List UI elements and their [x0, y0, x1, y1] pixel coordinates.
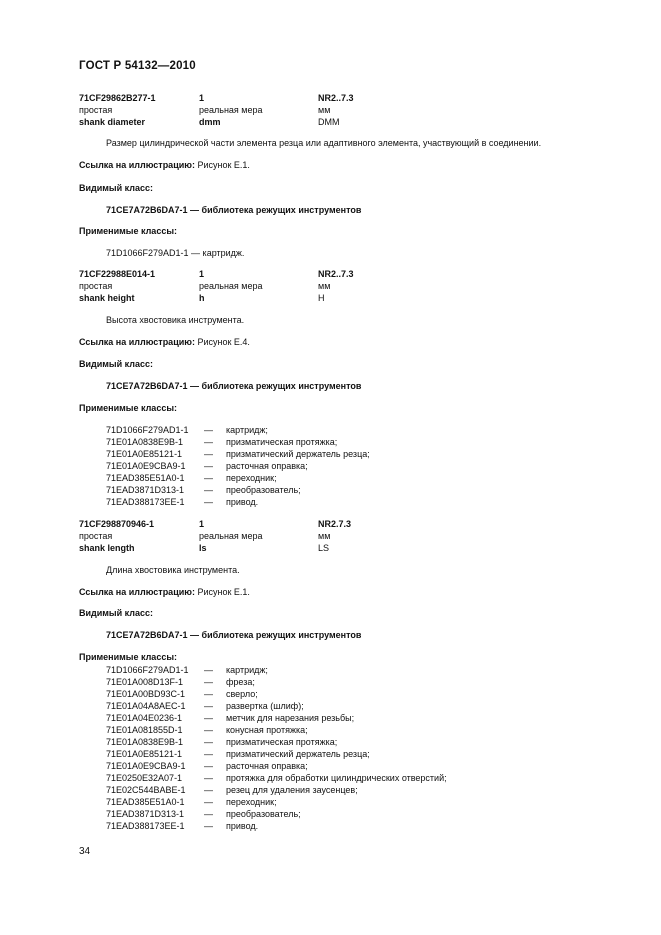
applicable-class-item [106, 749, 370, 760]
applicable-classes-label: Применимые классы: [79, 652, 178, 662]
class-code: 71E01A008D13F-1 [106, 677, 184, 687]
applicable-class-item [106, 797, 277, 808]
property-symbol: h [199, 293, 205, 303]
class-code: 71E01A00BD93C-1 [106, 689, 186, 699]
property-name: shank height [79, 293, 135, 303]
applicable-class-item: 71D1066F279AD1-1 — картридж. [106, 248, 245, 258]
property-short: DMM [318, 117, 340, 127]
visible-class-value: 71CE7A72B6DA7-1 — библиотека режущих инструментов [106, 381, 362, 391]
class-code: 71E01A04A8AEC-1 [106, 701, 186, 711]
class-dash: — [204, 701, 213, 711]
applicable-class-item [106, 461, 308, 472]
property-definition: Размер цилиндрической части элемента резца или адаптивного элемента, участвующий в соединении. [106, 138, 542, 148]
applicable-class-item [106, 497, 258, 508]
class-description: картридж; [226, 665, 268, 675]
class-dash: — [204, 425, 213, 435]
class-code: 71EAD3871D313-1 [106, 485, 185, 495]
class-description: расточная оправка; [226, 461, 308, 471]
property-type: простая [79, 531, 113, 541]
class-code: 71E01A0E85121-1 [106, 749, 183, 759]
applicable-class-item [106, 665, 268, 676]
class-code: 71E02C544BABE-1 [106, 785, 186, 795]
property-unit: мм [318, 281, 331, 291]
class-description: конусная протяжка; [226, 725, 308, 735]
applicable-class-item [106, 485, 301, 496]
applicable-class-item [106, 449, 370, 460]
property-reference: NR2..7.3 [318, 93, 354, 103]
class-dash: — [204, 713, 213, 723]
class-description: картридж; [226, 425, 268, 435]
class-code: 71E01A0E9CBA9-1 [106, 461, 186, 471]
applicable-class-item [106, 677, 255, 688]
class-code: 71D1066F279AD1-1 [106, 665, 189, 675]
class-dash: — [204, 773, 213, 783]
applicable-classes-label: Применимые классы: [79, 403, 178, 413]
class-dash: — [204, 677, 213, 687]
class-dash: — [204, 437, 213, 447]
property-unit: мм [318, 105, 331, 115]
applicable-class-item [106, 809, 301, 820]
class-description: резец для удаления заусенцев; [226, 785, 358, 795]
class-dash: — [204, 761, 213, 771]
property-version: 1 [199, 93, 205, 103]
applicable-class-item [106, 425, 268, 436]
property-short: LS [318, 543, 330, 553]
class-code: 71EAD388173EE-1 [106, 821, 185, 831]
class-dash: — [204, 797, 213, 807]
class-code: 71D1066F279AD1-1 [106, 425, 189, 435]
class-description: призматическая протяжка; [226, 737, 338, 747]
class-description: метчик для нарезания резьбы; [226, 713, 355, 723]
property-version: 1 [199, 519, 205, 529]
property-unit: мм [318, 531, 331, 541]
visible-class-label: Видимый класс: [79, 183, 153, 193]
class-dash: — [204, 473, 213, 483]
applicable-class-item [106, 821, 258, 832]
class-code: 71E0250E32A07-1 [106, 773, 183, 783]
class-description: расточная оправка; [226, 761, 308, 771]
visible-class-value: 71CE7A72B6DA7-1 — библиотека режущих инструментов [106, 205, 362, 215]
applicable-class-item [106, 785, 358, 796]
applicable-class-item [106, 689, 258, 700]
class-code: 71E01A0838E9B-1 [106, 737, 184, 747]
class-code: 71EAD388173EE-1 [106, 497, 185, 507]
class-code: 71E01A081855D-1 [106, 725, 183, 735]
class-description: протяжка для обработки цилиндрических отверстий; [226, 773, 447, 783]
standard-header: ГОСТ Р 54132—2010 [79, 60, 196, 72]
property-kind: реальная мера [199, 281, 263, 291]
class-code: 71E01A0E85121-1 [106, 449, 183, 459]
class-description: призматический держатель резца; [226, 449, 370, 459]
class-dash: — [204, 461, 213, 471]
class-dash: — [204, 665, 213, 675]
property-type: простая [79, 105, 113, 115]
applicable-class-item [106, 725, 308, 736]
applicable-class-item [106, 713, 354, 724]
applicable-class-item [106, 761, 308, 772]
visible-class-label: Видимый класс: [79, 359, 153, 369]
property-id: 71CF22988E014-1 [79, 269, 156, 279]
class-dash: — [204, 689, 213, 699]
class-description: призматический держатель резца; [226, 749, 370, 759]
class-dash: — [204, 485, 213, 495]
property-name: shank length [79, 543, 135, 553]
class-code: 71EAD385E51A0-1 [106, 797, 185, 807]
class-dash: — [204, 785, 213, 795]
property-id: 71CF298870946-1 [79, 519, 155, 529]
visible-class-label: Видимый класс: [79, 608, 153, 618]
property-reference: NR2..7.3 [318, 269, 354, 279]
property-name: shank diameter [79, 117, 146, 127]
class-dash: — [204, 749, 213, 759]
illustration-reference: Ссылка на иллюстрацию: Рисунок Е.1. [79, 587, 250, 597]
class-description: фреза; [226, 677, 255, 687]
class-code: 71E01A04E0236-1 [106, 713, 183, 723]
class-dash: — [204, 821, 213, 831]
class-description: привод. [226, 821, 259, 831]
applicable-class-item [106, 473, 277, 484]
class-code: 71E01A0838E9B-1 [106, 437, 184, 447]
class-code: 71EAD3871D313-1 [106, 809, 185, 819]
applicable-class-item [106, 437, 337, 448]
class-dash: — [204, 809, 213, 819]
class-description: преобразователь; [226, 485, 301, 495]
applicable-class-item [106, 773, 447, 784]
property-definition: Длина хвостовика инструмента. [106, 565, 240, 575]
page-number: 34 [79, 846, 91, 857]
class-description: переходник; [226, 797, 277, 807]
class-description: призматическая протяжка; [226, 437, 338, 447]
applicable-classes-label: Применимые классы: [79, 226, 178, 236]
property-type: простая [79, 281, 113, 291]
class-description: преобразователь; [226, 809, 301, 819]
property-id: 71CF29862B277-1 [79, 93, 156, 103]
class-description: переходник; [226, 473, 277, 483]
applicable-class-item [106, 737, 337, 748]
class-description: привод. [226, 497, 259, 507]
class-dash: — [204, 737, 213, 747]
property-kind: реальная мера [199, 531, 263, 541]
property-kind: реальная мера [199, 105, 263, 115]
illustration-reference: Ссылка на иллюстрацию: Рисунок Е.4. [79, 337, 250, 347]
class-description: развертка (шлиф); [226, 701, 304, 711]
class-description: сверло; [226, 689, 258, 699]
property-symbol: ls [199, 543, 207, 553]
illustration-reference: Ссылка на иллюстрацию: Рисунок Е.1. [79, 160, 250, 170]
class-dash: — [204, 449, 213, 459]
property-short: H [318, 293, 325, 303]
class-code: 71E01A0E9CBA9-1 [106, 761, 186, 771]
property-symbol: dmm [199, 117, 221, 127]
property-reference: NR2.7.3 [318, 519, 352, 529]
visible-class-value: 71CE7A72B6DA7-1 — библиотека режущих инструментов [106, 630, 362, 640]
property-definition: Высота хвостовика инструмента. [106, 315, 245, 325]
class-dash: — [204, 497, 213, 507]
applicable-class-item [106, 701, 304, 712]
class-code: 71EAD385E51A0-1 [106, 473, 185, 483]
class-dash: — [204, 725, 213, 735]
property-version: 1 [199, 269, 205, 279]
